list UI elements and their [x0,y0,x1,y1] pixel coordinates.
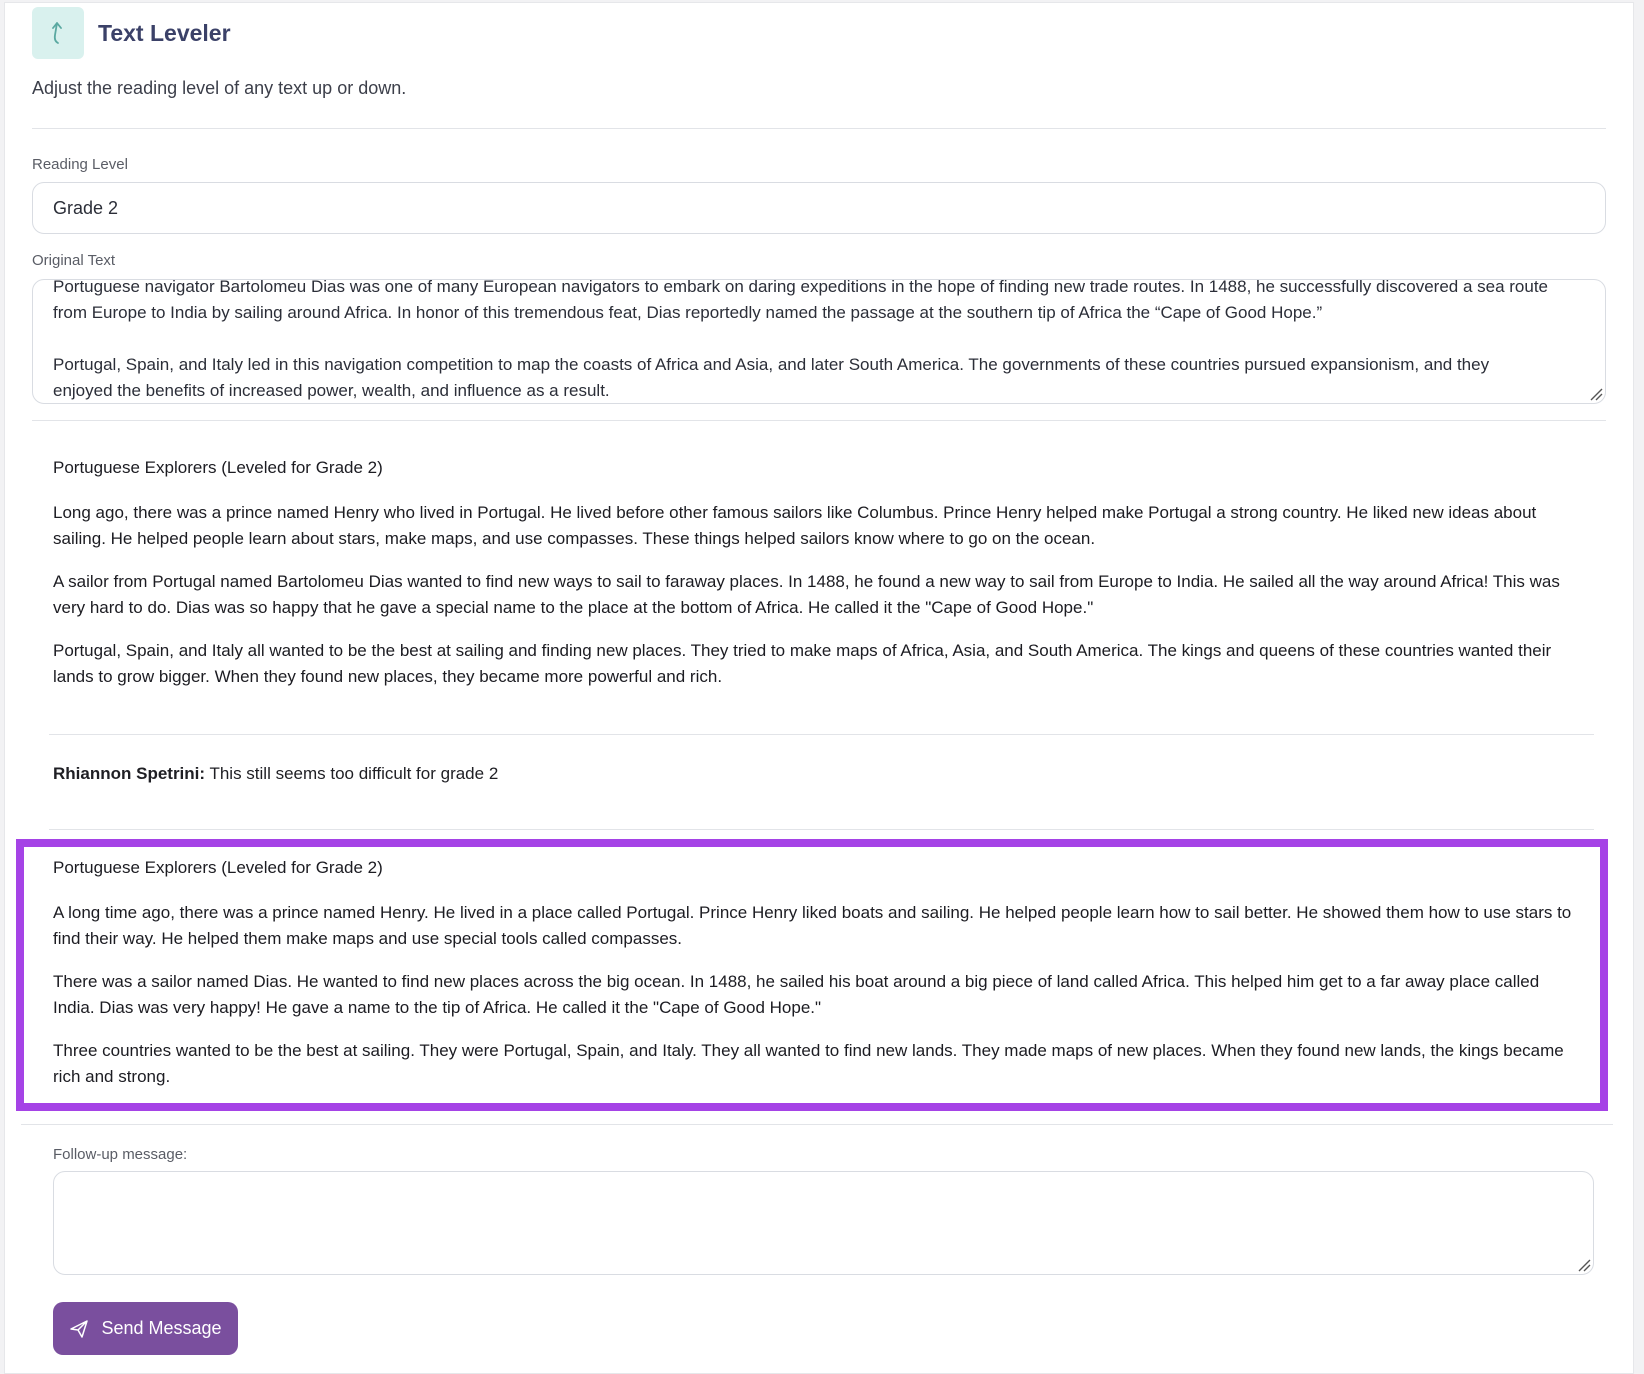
response-paragraph: Three countries wanted to be the best at sailing. They were Portugal, Spain, and Italy. They all wanted to find new lands. They made maps of new places. When they found new lands, the kings became rich and strong. [53,1041,1564,1086]
app-title: Text Leveler [98,19,231,46]
send-message-button[interactable] [53,1302,238,1355]
header-divider [32,128,1606,129]
app-subtitle: Adjust the reading level of any text up or down. [32,78,407,98]
resize-handle-icon[interactable] [1589,387,1603,401]
feedback-message: This still seems too difficult for grade 2 [205,764,499,783]
feedback-author: Rhiannon Spetrini: [53,764,206,783]
followup-label: Follow-up message: [53,1146,188,1163]
form-divider [32,420,1606,421]
response-divider [49,734,1594,735]
text-leveler-panel [4,2,1634,1374]
arrow-up-icon-glyph [48,19,68,47]
response-paragraph: Portugal, Spain, and Italy all wanted to be the best at sailing and finding new places. They tried to make maps of Africa, Asia, and South America. The kings and queens of these countries wanted their lands to grow bigger. When they found new places, they became more powerful and rich. [53,641,1552,686]
app-header [32,7,231,59]
feedback-divider [49,829,1594,830]
reading-level-value: Grade 2 [53,197,119,218]
response-paragraph: A sailor from Portugal named Bartolomeu Dias wanted to find new ways to sail to faraway places. In 1488, he found a new way to sail from Europe to India. He sailed all the way around Africa! This was very hard to do. Dias was so happy that he gave a special name to the place at the bottom of Africa. He called it the "Cape of Good Hope." [53,572,1560,617]
response-title: Portuguese Explorers (Leveled for Grade 2) [53,458,383,477]
resize-handle-icon[interactable] [1577,1258,1591,1272]
original-text-paragraph: Portuguese navigator Bartolomeu Dias was one of many European navigators to embark on daring expeditions in the hope of finding new trade routes. In 1488, he successfully discovered a sea route from Europe to India by sailing around Africa. In honor of this tremendous feat, Dias reportedly named the passage at the southern tip of Africa the “Cape of Good Hope.” [53,279,1549,322]
original-text-label: Original Text [32,252,116,269]
arrow-up-icon [32,7,84,59]
followup-divider [21,1124,1613,1125]
reading-level-select[interactable] [32,182,1606,234]
original-text-paragraph: Portugal, Spain, and Italy led in this navigation competition to map the coasts of Africa and Asia, and later South America. The governments of these countries pursued expansionism, and they enjoyed the benefits of increased power, wealth, and influence as a result. [53,355,1490,400]
send-message-label: Send Message [101,1318,222,1338]
response-1 [53,455,1583,707]
followup-textarea[interactable] [53,1171,1594,1275]
response-paragraph: Long ago, there was a prince named Henry who lived in Portugal. He lived before other famous sailors like Columbus. Prince Henry helped make Portugal a strong country. He liked new ideas about sailing. He helped people learn about stars, make maps, and use compasses. These things helped sailors know where to go on the ocean. [53,503,1537,548]
response-title: Portuguese Explorers (Leveled for Grade 2) [53,858,383,877]
send-icon [69,1319,89,1339]
response-paragraph: There was a sailor named Dias. He wanted to find new places across the big ocean. In 1488, he sailed his boat around a big piece of land called Africa. This helped him get to a far away place called India. Dias was very happy! He gave a name to the tip of Africa. He called it the "Cape of Good Hope." [53,972,1540,1017]
highlighted-response-frame [16,839,1608,1111]
user-feedback [53,761,498,787]
reading-level-label: Reading Level [32,156,128,173]
response-paragraph: A long time ago, there was a prince named Henry. He lived in a place called Portugal. Prince Henry liked boats and sailing. He helped people learn how to sail better. He showed them how to use stars to find their way. He helped them make maps and use special tools called compasses. [53,903,1572,948]
original-text-textarea[interactable] [32,279,1606,404]
